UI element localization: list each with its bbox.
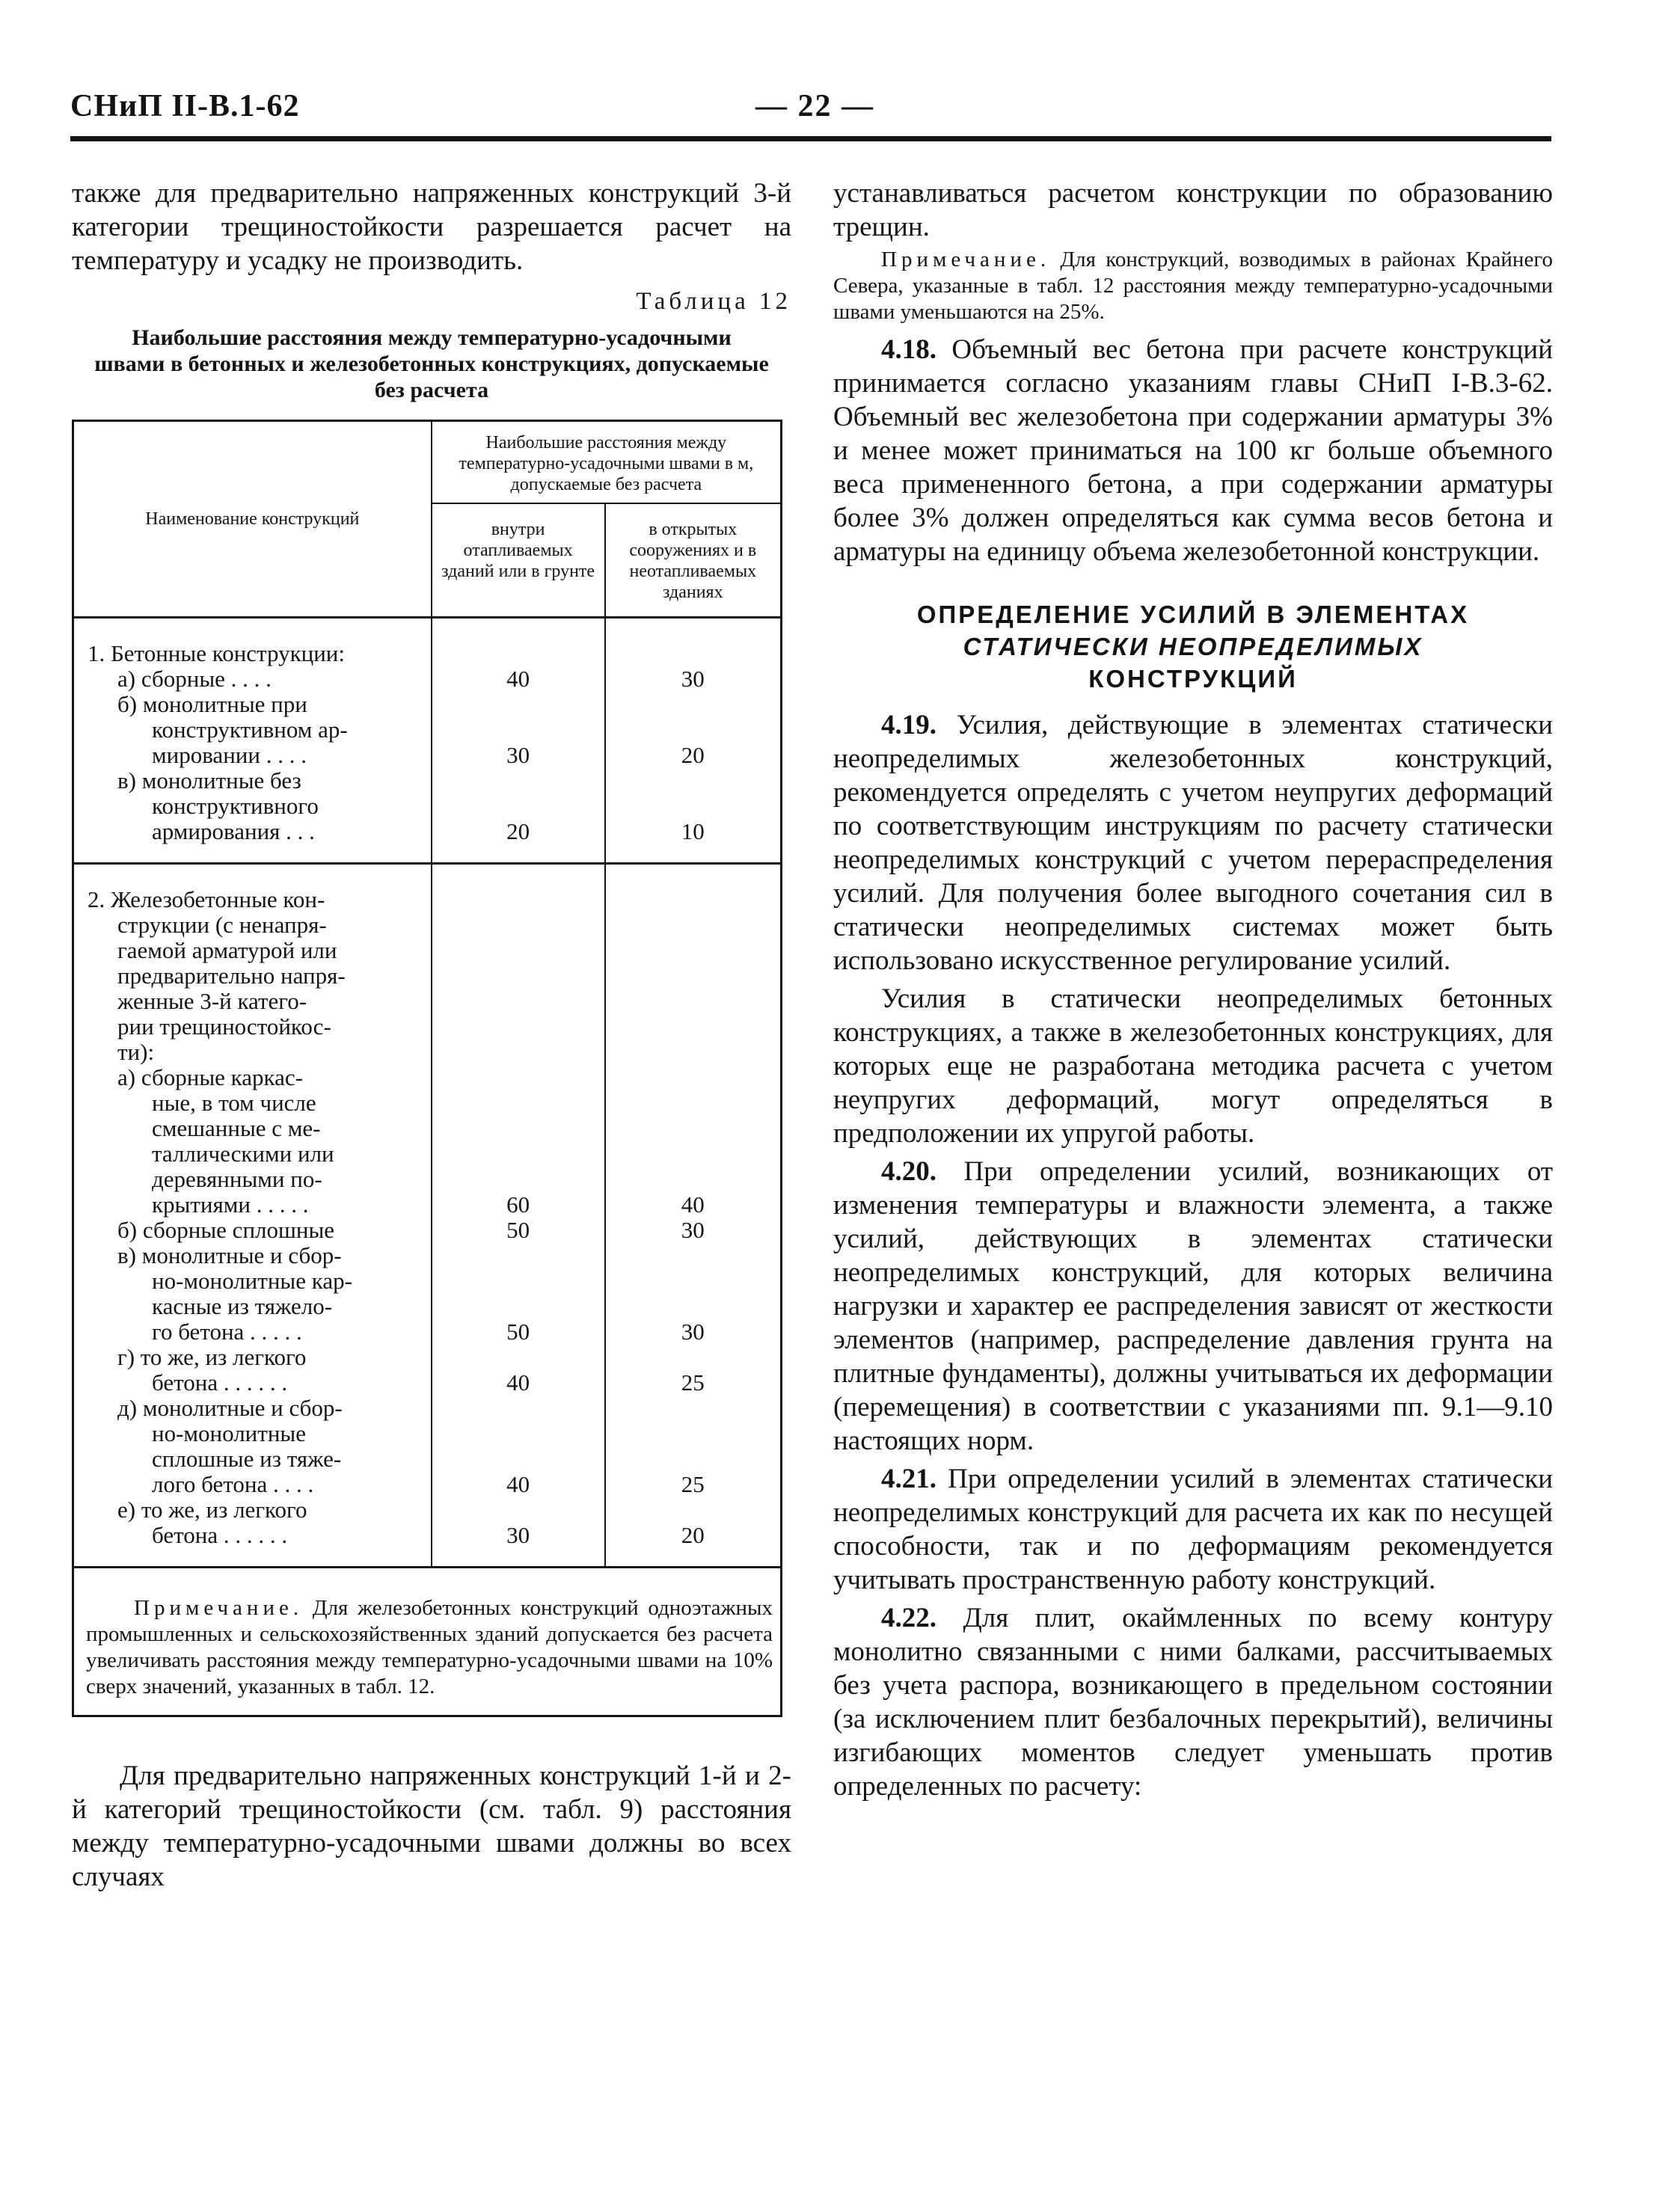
table-value-heated [432,1421,604,1446]
table-row-label: е) то же, из легкого [117,1497,307,1523]
table-row-label: конструктивном ар- [152,716,348,743]
section-heading-line3: КОНСТРУКЦИЙ [1088,665,1298,693]
table-value-open [606,912,780,938]
continuation-paragraph: устанавливаться расчетом конструкции по образованию трещин. [833,178,1553,242]
table-row-label: струкции (с ненапря- [117,912,327,938]
page-number: — 22 — [755,89,874,123]
table-value-heated [432,1065,604,1090]
table-value-open [606,1040,780,1065]
section2-open-values [605,864,782,1568]
table-row-label: бетона . . . . . . [152,1522,288,1548]
table-value-heated [432,768,604,794]
table-value-heated [432,963,604,989]
table-value-open [606,1396,780,1421]
table-row-label: д) монолитные и сбор- [117,1395,343,1421]
table-row-label: лого бетона . . . . [152,1471,314,1497]
table-value-heated [432,1345,604,1370]
table-note-label: Примечание. [134,1596,304,1620]
table-value-heated: 30 [506,1522,530,1548]
table-value-open [606,963,780,989]
paragraph-4-20 [833,1155,1553,1458]
table-value-open [606,1116,780,1141]
paragraph-4-19-number: 4.19. [881,710,936,740]
table-value-heated [432,1090,604,1116]
table-row-label: рии трещиностойкос- [117,1013,331,1040]
table-value-open [606,1014,780,1040]
table-value-heated: 60 [506,1191,530,1218]
joint-spacing-table [72,420,782,1717]
column-header-heated: внутри отапливаемых зданий или в грунте [432,503,605,618]
paragraph-4-19-continued: Усилия в статически неопределимых бетонных конструкциях, а также в железобетонных конструкциях, для которых еще не разработана методика расчета с учетом неупругих деформаций, могут определяться в предположении их упругой работы. [833,983,1553,1149]
table-value-heated [432,1167,604,1192]
table-value-heated [432,1040,604,1065]
table-value-heated: 40 [506,1369,530,1396]
table-value-open [606,1268,780,1294]
paragraph-4-20-number: 4.20. [881,1156,936,1187]
paragraph-4-22 [833,1601,1553,1803]
table-value-open [606,1065,780,1090]
table-value-open [606,768,780,794]
table-value-heated [432,1294,604,1319]
table-row-label: 1. Бетонные конструкции: [88,640,346,666]
paragraph-4-18-number: 4.18. [881,334,936,365]
table-row-label: го бетона . . . . . [152,1319,302,1345]
table-row-label: бетона . . . . . . [152,1369,288,1396]
table-section-concrete [73,618,782,864]
table-row-label: смешанные с ме- [152,1115,321,1141]
table-value-open [606,1497,780,1523]
table-value-open: 20 [681,1522,705,1548]
table-value-heated: 20 [506,818,530,844]
table-value-heated [432,1446,604,1472]
table-value-heated [432,938,604,963]
table-value-heated [432,641,604,666]
table-value-open [606,717,780,743]
table-note [73,1568,782,1716]
intro-paragraph: также для предварительно напряженных конструкций 3-й категории трещиностойкости разрешается расчет на температуру и усадку не производить. [72,178,791,276]
table-row-label: гаемой арматурой или [117,937,337,963]
section1-names [73,618,432,864]
table-row-label: ные, в том числе [152,1090,316,1116]
table-value-heated [432,717,604,743]
document-code: СНиП II-В.1-62 [70,89,300,123]
table-value-open [606,1243,780,1268]
table-value-heated: 50 [506,1217,530,1243]
section-heading-line2: СТАТИЧЕСКИ НЕОПРЕДЕЛИМЫХ [963,633,1423,660]
table-value-heated [432,1116,604,1141]
table-value-open: 10 [681,818,705,844]
table-value-heated: 30 [506,742,530,768]
table-value-open [606,1167,780,1192]
paragraph-4-19 [833,708,1553,977]
closing-paragraph: Для предварительно напряженных конструкций 1-й и 2-й категорий трещиностойкости (см. табл. 9) расстояния между температурно-усадочными швами должны во всех случаях [72,1761,791,1892]
left-column [72,177,791,1894]
table-value-heated [432,912,604,938]
table-value-heated: 40 [506,1471,530,1497]
table-row-label: но-монолитные [152,1420,306,1446]
north-note-text: Для конструкций, возводимых в районах Крайнего Севера, указанные в табл. 12 расстояния между температурно-усадочными швами уменьшаются на 25%. [833,248,1553,324]
table-value-open [606,794,780,819]
table-row-label: крытиями . . . . . [152,1191,309,1218]
column-header-group: Наибольшие расстояния между температурно-усадочными швами в м, допускаемые без расчета [432,421,782,504]
table-caption: Наибольшие расстояния между температурно-усадочными швами в бетонных и железобетонных конструкциях, допускаемые без расчета [94,325,769,402]
table-value-open [606,938,780,963]
table-value-open: 30 [681,666,705,692]
column-header-name: Наименование конструкций [73,421,432,618]
section2-heated-values [432,864,605,1568]
table-value-heated [432,1014,604,1040]
paragraph-4-21-text: При определении усилий в элементах статически неопределимых конструкций для расчета их как по несущей способности, так и по деформациям рекомендуется учитывать пространственную работу конструкций. [833,1464,1553,1595]
table-row-label: б) сборные сплошные [117,1217,335,1243]
table-row-label: конструктивного [152,793,319,819]
table-value-heated [432,1396,604,1421]
table-value-open [606,1446,780,1472]
table-value-heated [432,1497,604,1523]
north-note-label: Примечание. [881,248,1051,271]
table-value-heated [432,1268,604,1294]
table-value-heated [432,1141,604,1167]
section-heading [833,598,1553,695]
table-value-open: 30 [681,1319,705,1345]
north-note [833,247,1553,325]
paragraph-4-20-text: При определении усилий, возникающих от изменения температуры и влажности элемента, а также усилий, действующих в элементах статически неопределимых конструкций, для которых величина нагрузки и характер ее распределения зависят от жесткости элементов (например, распределение давления грунта на плитные фундаменты), должны учитываться их деформации (перемещения) в соответствии с указаниями пп. 9.1—9.10 настоящих норм. [833,1156,1554,1456]
section2-names [73,864,432,1568]
table-value-heated [432,887,604,912]
table-note-text: Для железобетонных конструкций одноэтажных промышленных и сельскохозяйственных зданий допускается без расчета увеличивать расстояния между температурно-усадочными швами на 10% сверх значений, указанных в табл. 12. [86,1596,773,1698]
table-row-label: таллическими или [152,1141,334,1167]
table-value-open: 40 [681,1191,705,1218]
table-value-open [606,1345,780,1370]
table-row-label: в) монолитные и сбор- [117,1242,342,1268]
paragraph-4-19-text: Усилия, действующие в элементах статически неопределимых железобетонных конструкций, рекомендуется определять с учетом неупругих деформаций по соответствующим инструкциям по расчету статически неопределимых конструкций с учетом перераспределения усилий. Для получения более выгодного сочетания сил в статически неопределимых системах может быть использовано искусственное регулирование усилий. [833,710,1554,976]
table-value-open: 30 [681,1217,705,1243]
table-value-heated: 40 [506,666,530,692]
table-row-label: в) монолитные без [117,767,301,794]
table-row-label: ти): [117,1039,155,1065]
table-row-label: предварительно напря- [117,963,346,989]
table-value-open [606,1090,780,1116]
section1-open-values [605,618,782,864]
table-row-label: мировании . . . . [152,742,307,768]
table-value-open [606,641,780,666]
paragraph-4-22-text: Для плит, окаймленных по всему контуру монолитно связанными с ними балками, рассчитываемых без учета распора, возникающего в предельном состоянии (за исключением плит безбалочных перекрытий), величины изгибающих моментов следует уменьшать против определенных по расчету: [833,1603,1554,1802]
right-column [833,177,1553,1808]
table-row-label: женные 3-й катего- [117,988,307,1014]
section-heading-line1: ОПРЕДЕЛЕНИЕ УСИЛИЙ В ЭЛЕМЕНТАХ [916,601,1470,628]
table-row-label: но-монолитные кар- [152,1268,352,1294]
table-value-open [606,887,780,912]
table-row-label: б) монолитные при [117,691,307,717]
table-value-open [606,1421,780,1446]
table-value-open: 20 [681,742,705,768]
table-row-label: деревянными по- [152,1166,322,1192]
table-value-open [606,692,780,717]
table-row-label: а) сборные каркас- [117,1064,303,1090]
table-value-open: 25 [681,1369,705,1396]
table-value-heated [432,989,604,1014]
paragraph-4-22-number: 4.22. [881,1603,936,1633]
paragraph-4-21 [833,1462,1553,1597]
section1-heated-values [432,618,605,864]
table-value-heated: 50 [506,1319,530,1345]
table-row-label: касные из тяжело- [152,1293,333,1319]
table-row-label: 2. Железобетонные кон- [88,886,325,912]
table-label: Таблица 12 [636,288,791,315]
table-section-reinforced [73,864,782,1568]
paragraph-4-18-text: Объемный вес бетона при расчете конструкций принимается согласно указаниям главы СНиП I-В.3-62. Объемный вес железобетона при содержании арматуры 3% и менее может приниматься на 100 кг больше объемного веса примененного бетона, а при содержании арматуры более 3% должен определяться как сумма весов бетона и арматуры на единицу объема железобетонной конструкции. [833,334,1554,567]
table-value-open [606,989,780,1014]
table-value-open: 25 [681,1471,705,1497]
table-row-label: г) то же, из легкого [117,1344,307,1370]
table-value-open [606,1294,780,1319]
table-value-heated [432,1243,604,1268]
header-rule [70,136,1551,141]
table-value-open [606,1141,780,1167]
column-header-open: в открытых сооружениях и в неотапливаемых зданиях [605,503,782,618]
table-row-label: сплошные из тяже- [152,1446,342,1472]
table-row-label: а) сборные . . . . [117,666,272,692]
paragraph-4-18 [833,333,1553,568]
table-value-heated [432,692,604,717]
table-row-label: армирования . . . [152,818,315,844]
table-value-heated [432,794,604,819]
paragraph-4-21-number: 4.21. [881,1464,936,1494]
